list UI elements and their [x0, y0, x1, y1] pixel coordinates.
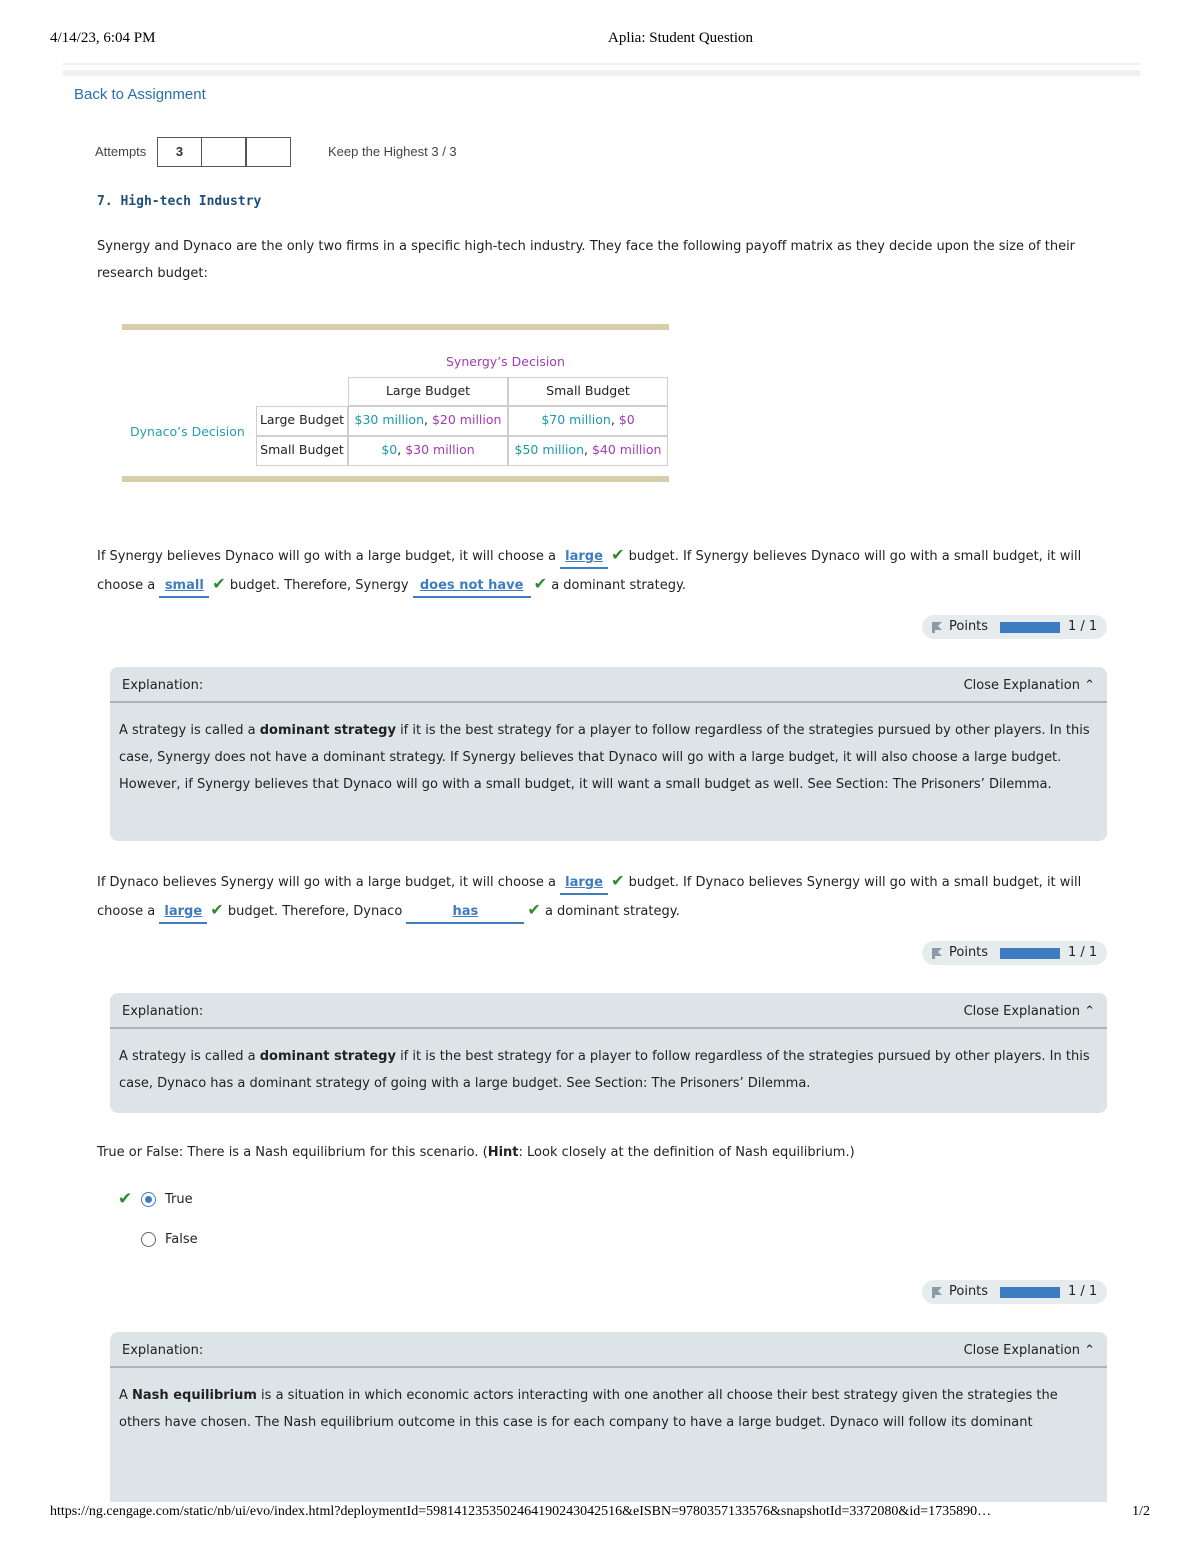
radio-true[interactable]	[141, 1192, 156, 1207]
explanation-header	[110, 1332, 1107, 1368]
points-score: 1 / 1	[1068, 945, 1098, 960]
close-explanation-label: Close Explanation	[963, 1004, 1080, 1019]
print-date: 4/14/23, 6:04 PM	[50, 30, 156, 46]
part1-text-1: If Synergy believes Dynaco will go with a large budget, it will choose a	[97, 549, 561, 564]
close-explanation-label: Close Explanation	[963, 678, 1080, 693]
attempt-box-1: 3	[157, 137, 202, 167]
back-to-assignment-link[interactable]: Back to Assignment	[74, 86, 206, 103]
part1-answer-3-dropdown[interactable]: does not have	[413, 576, 531, 598]
correct-check-icon: ✔	[210, 900, 224, 919]
explanation-panel-1	[110, 667, 1107, 841]
column-header-large-budget: Large Budget	[348, 377, 508, 406]
part1-text-3: budget. Therefore, Synergy	[225, 578, 413, 593]
synergy-decision-heading: Synergy’s Decision	[446, 354, 565, 369]
print-title: Aplia: Student Question	[608, 30, 753, 46]
dynaco-decision-heading: Dynaco’s Decision	[130, 424, 245, 439]
part3-question	[97, 1139, 1127, 1166]
attempts-label: Attempts	[95, 144, 147, 159]
points-label: Points	[949, 945, 989, 960]
print-footer	[50, 1504, 1150, 1526]
part3-text-1: True or False: There is a Nash equilibrium for this scenario. (	[97, 1145, 488, 1160]
explanation-text: is a situation in which economic actors interacting with one another all choose their best strategy given the strategies the others have chosen. The Nash equilibrium outcome in this case is for each company to have a large budget. Dynaco will follow its dominant	[119, 1388, 1058, 1430]
explanation-term: Nash equilibrium	[132, 1388, 257, 1403]
option-false-label[interactable]: False	[165, 1232, 198, 1247]
close-explanation-button[interactable]	[964, 1343, 1095, 1358]
correct-check-icon: ✔	[118, 1189, 133, 1209]
points-badge	[922, 941, 1107, 965]
part2-question	[97, 867, 1127, 925]
keep-highest-text: Keep the Highest 3 / 3	[328, 144, 457, 159]
payoff-cell: $70 million, $0	[508, 406, 668, 436]
payoff-synergy: $20 million	[431, 412, 502, 427]
attempt-box-3	[246, 137, 291, 167]
radio-false[interactable]	[141, 1232, 156, 1247]
payoff-synergy: $30 million	[405, 442, 475, 457]
chevron-up-icon: ⌃	[1084, 1343, 1095, 1358]
explanation-body	[119, 717, 1095, 798]
points-badge	[922, 1280, 1107, 1304]
payoff-matrix	[122, 324, 669, 482]
correct-check-icon: ✔	[611, 545, 625, 564]
part1-answer-2-dropdown[interactable]: small	[159, 576, 209, 598]
row-header-small-budget: Small Budget	[256, 436, 348, 466]
points-progress-bar	[1000, 948, 1060, 959]
explanation-body	[119, 1043, 1095, 1097]
column-header-small-budget: Small Budget	[508, 377, 668, 406]
points-score: 1 / 1	[1068, 1284, 1098, 1299]
payoff-cell: $30 million, $20 million	[348, 406, 508, 436]
attempt-box-2	[201, 137, 246, 167]
part2-answer-3-dropdown[interactable]: has	[406, 902, 524, 924]
explanation-text: A strategy is called a	[119, 1049, 260, 1064]
explanation-panel-3	[110, 1332, 1107, 1502]
payoff-synergy: $40 million	[591, 442, 662, 457]
part2-text-1: If Dynaco believes Synergy will go with a large budget, it will choose a	[97, 875, 561, 890]
points-label: Points	[949, 1284, 989, 1299]
row-header-large-budget: Large Budget	[256, 406, 348, 436]
payoff-dynaco: $50 million	[514, 442, 585, 457]
question-title: 7. High-tech Industry	[97, 194, 262, 209]
explanation-title: Explanation:	[122, 1343, 204, 1358]
hint-label: Hint	[487, 1145, 519, 1160]
payoff-dynaco: $0	[381, 442, 398, 457]
points-flag-icon	[931, 1286, 943, 1298]
print-header	[50, 30, 1150, 50]
close-explanation-button[interactable]	[964, 1004, 1095, 1019]
points-progress-bar	[1000, 622, 1060, 633]
close-explanation-label: Close Explanation	[963, 1343, 1080, 1358]
chevron-up-icon: ⌃	[1084, 1004, 1095, 1019]
points-flag-icon	[931, 621, 943, 633]
explanation-term: dominant strategy	[259, 1049, 396, 1064]
part2-text-2: budget. If Dynaco believes Synergy will go with a small budget, it will choose a	[97, 875, 1082, 919]
chevron-up-icon: ⌃	[1084, 678, 1095, 693]
correct-check-icon: ✔	[533, 574, 548, 593]
option-true-label[interactable]: True	[165, 1192, 193, 1207]
explanation-term: dominant strategy	[259, 723, 396, 738]
part1-text-2: budget. If Synergy believes Dynaco will go with a small budget, it will choose a	[97, 549, 1082, 593]
payoff-cell: $50 million, $40 million	[508, 436, 668, 466]
part1-question	[97, 541, 1127, 599]
points-progress-bar	[1000, 1287, 1060, 1298]
close-explanation-button[interactable]	[964, 678, 1095, 693]
print-url: https://ng.cengage.com/static/nb/ui/evo/index.html?deploymentId=5981412353502464190243042516&eISBN=9780357133576&snapshotId=3372080&id=1735890…	[50, 1504, 992, 1519]
payoff-dynaco: $70 million	[541, 412, 611, 427]
part2-text-4: a dominant strategy.	[540, 904, 680, 919]
points-label: Points	[949, 619, 989, 634]
explanation-header	[110, 667, 1107, 703]
part2-answer-1-dropdown[interactable]: large	[560, 873, 608, 895]
correct-check-icon: ✔	[611, 871, 625, 890]
correct-check-icon: ✔	[527, 900, 541, 919]
points-flag-icon	[931, 947, 943, 959]
explanation-text: A strategy is called a	[119, 723, 260, 738]
explanation-title: Explanation:	[122, 1004, 204, 1019]
payoff-synergy: $0	[618, 412, 635, 427]
top-divider-bar	[63, 63, 1140, 76]
part3-text-2: : Look closely at the definition of Nash equilibrium.)	[518, 1145, 855, 1160]
explanation-panel-2	[110, 993, 1107, 1113]
points-badge	[922, 615, 1107, 639]
question-intro: Synergy and Dynaco are the only two firms in a specific high-tech industry. They face the following payoff matrix as they decide upon the size of their research budget:	[97, 239, 1076, 281]
part1-text-4: a dominant strategy.	[547, 578, 686, 593]
correct-check-icon: ✔	[212, 574, 226, 593]
payoff-cell: $0, $30 million	[348, 436, 508, 466]
explanation-title: Explanation:	[122, 678, 204, 693]
print-page-number: 1/2	[1132, 1504, 1150, 1519]
part2-answer-2-dropdown[interactable]: large	[159, 902, 207, 924]
points-score: 1 / 1	[1068, 619, 1098, 634]
explanation-text: if it is the best strategy for a player to follow regardless of the strategies pursued by other players. In this case, Dynaco has a dominant strategy of going with a large budget. See Section: The Prisoners’ Dilemma.	[119, 1049, 1090, 1091]
explanation-body	[119, 1382, 1095, 1436]
payoff-dynaco: $30 million	[354, 412, 425, 427]
explanation-text: if it is the best strategy for a player to follow regardless of the strategies pursued by other players. In this case, Synergy does not have a dominant strategy. If Synergy believes that Dynaco will go with a large budget, it will also choose a large budget. However, if Synergy believes that Dynaco will go with a small budget, it will want a small budget as well. See Section: The Prisoners’ Dilemma.	[119, 723, 1090, 792]
explanation-text: A	[119, 1388, 133, 1403]
explanation-header	[110, 993, 1107, 1029]
part1-answer-1-dropdown[interactable]: large	[560, 547, 608, 569]
part2-text-3: budget. Therefore, Dynaco	[223, 904, 407, 919]
